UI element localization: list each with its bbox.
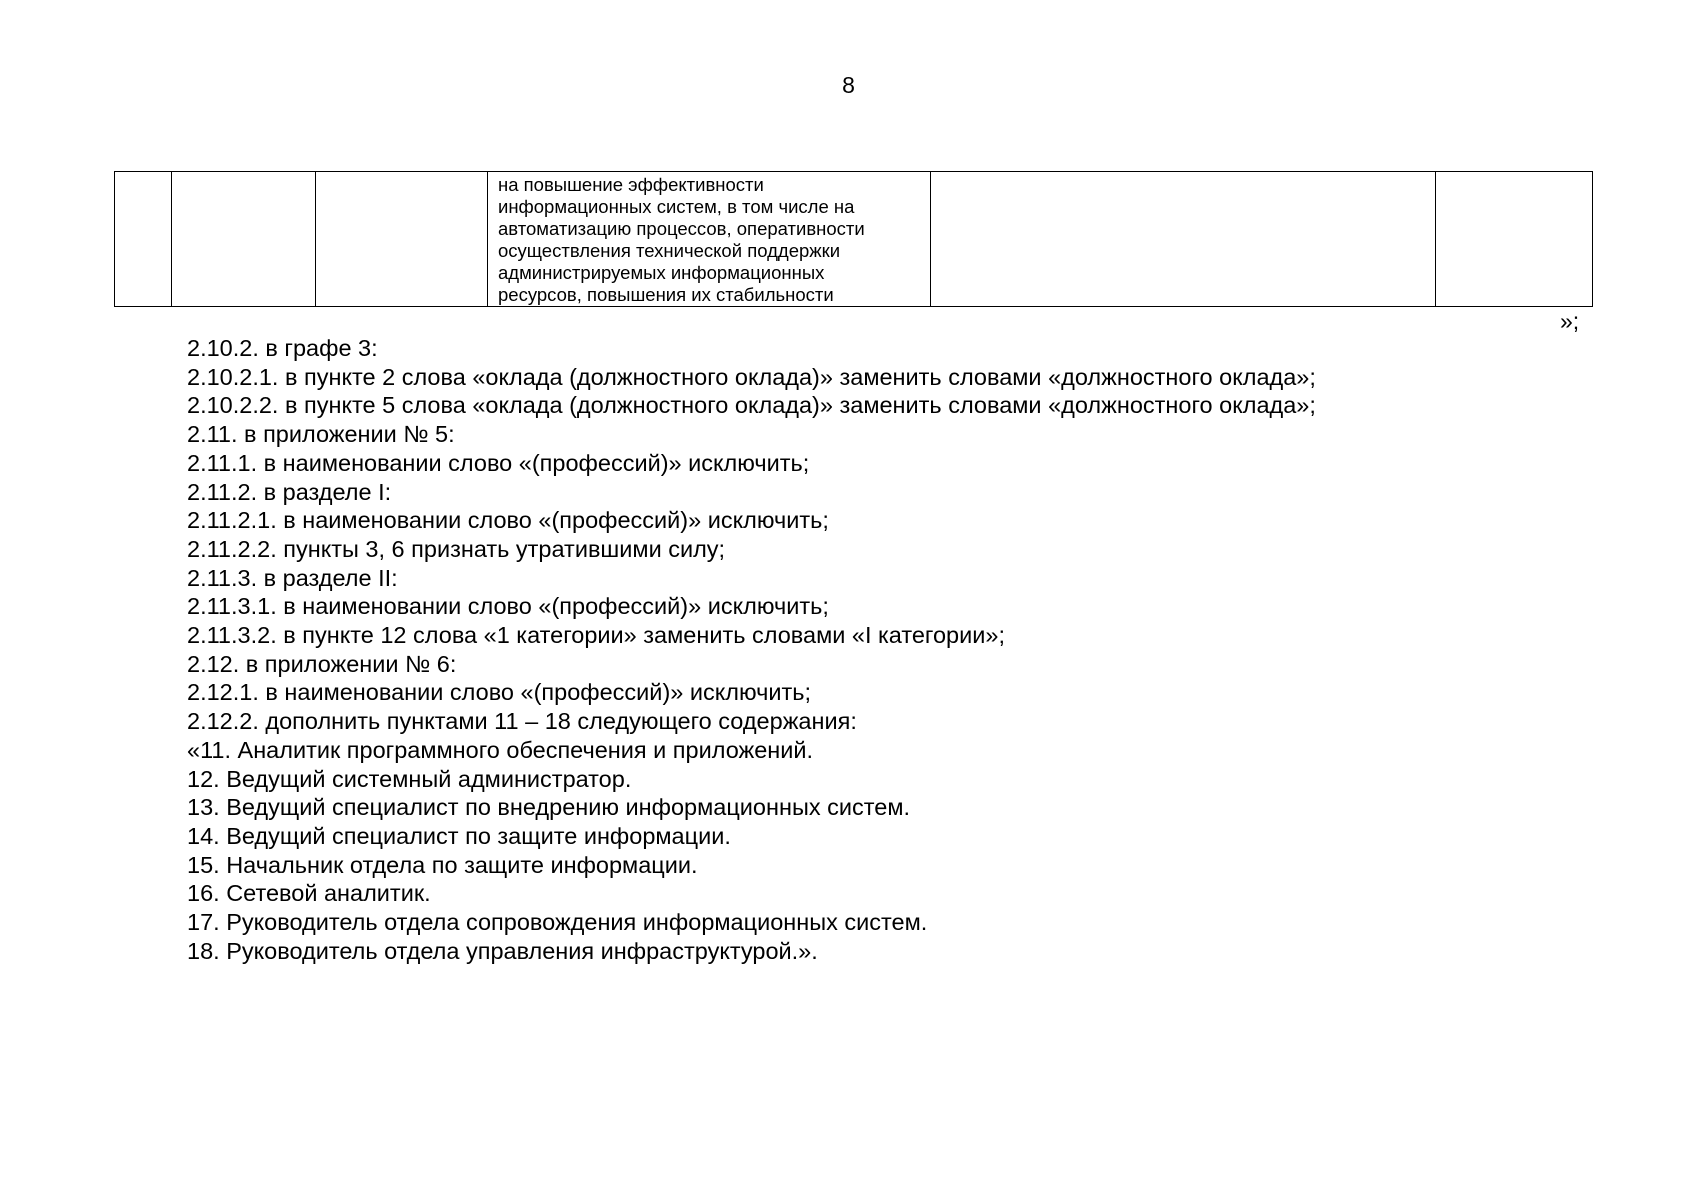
paragraph-line: 2.11. в приложении № 5: [187, 421, 455, 448]
table-row [115, 172, 1593, 307]
paragraph-line: 2.11.2. в разделе I: [187, 478, 392, 505]
paragraph-line: 2.12. в приложении № 6: [187, 650, 457, 677]
list-item: 18. Руководитель отдела управления инфраструктурой.». [187, 937, 818, 964]
list-item: 15. Начальник отдела по защите информации. [187, 851, 698, 878]
list-item: «11. Аналитик программного обеспечения и приложений. [187, 736, 814, 763]
paragraph-line: 2.11.2.1. в наименовании слово «(профессий)» исключить; [187, 507, 829, 534]
page-number: 8 [842, 72, 855, 98]
paragraph-line: 2.10.2. в графе 3: [187, 335, 378, 361]
paragraph-line: 2.11.2.2. пункты 3, 6 признать утратившими силу; [187, 535, 726, 562]
paragraph-line: 2.12.1. в наименовании слово «(профессий)» исключить; [187, 679, 812, 706]
table-cell-1 [115, 172, 172, 307]
paragraph-line: 2.10.2.2. в пункте 5 слова «оклада (должностного оклада)» заменить словами «должностного оклада»; [187, 392, 1316, 419]
table-cell-4 [488, 172, 931, 307]
closing-quote: »; [1560, 308, 1580, 334]
paragraph-line: 2.11.3.1. в наименовании слово «(профессий)» исключить; [187, 593, 829, 620]
list-item: 12. Ведущий системный администратор. [187, 765, 632, 792]
list-item: 13. Ведущий специалист по внедрению информационных систем. [187, 794, 911, 821]
paragraph-line: 2.12.2. дополнить пунктами 11 – 18 следующего содержания: [187, 708, 857, 735]
list-item: 14. Ведущий специалист по защите информации. [187, 822, 731, 849]
paragraph-line: 2.11.3. в разделе II: [187, 564, 398, 591]
list-item: 16. Сетевой аналитик. [187, 880, 431, 907]
continuation-table [114, 171, 1593, 307]
table-cell-2 [172, 172, 316, 307]
list-item: 17. Руководитель отдела сопровождения информационных систем. [187, 909, 928, 936]
paragraph-line: 2.11.1. в наименовании слово «(профессий)» исключить; [187, 449, 810, 476]
table-cell-text: на повышение эффективности информационных систем, в том числе на автоматизацию процессов, оперативности осуществления технической поддержки администрируемых информационных ресурсов, повышения их стабильности [498, 174, 865, 305]
table-cell-3 [316, 172, 488, 307]
paragraph-line: 2.11.3.2. в пункте 12 слова «1 категории» заменить словами «I категории»; [187, 622, 1005, 649]
paragraph-line: 2.10.2.1. в пункте 2 слова «оклада (должностного оклада)» заменить словами «должностного оклада»; [187, 363, 1316, 390]
table-cell-5 [931, 172, 1436, 307]
table-cell-6 [1436, 172, 1593, 307]
document-body [187, 334, 1627, 965]
